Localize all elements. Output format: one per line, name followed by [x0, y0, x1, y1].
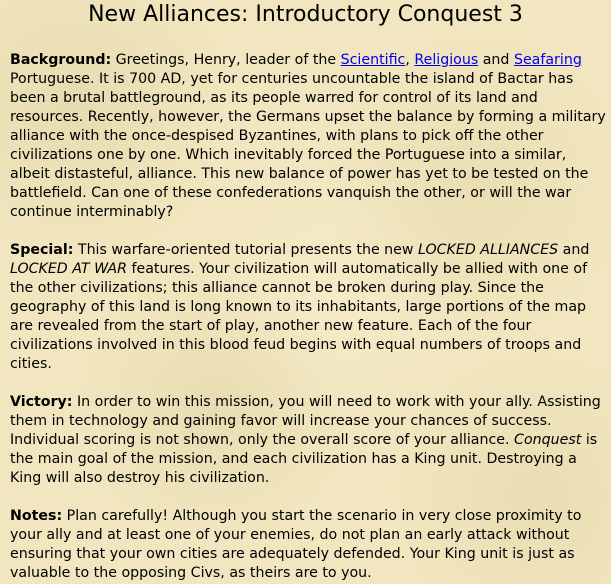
locked-at-war-term: LOCKED AT WAR [10, 261, 127, 277]
special-text-2: and [558, 242, 590, 258]
background-text-1: Greetings, Henry, leader of the [111, 52, 341, 68]
special-text-3: features. Your civilization will automatically be allied with one of the other civilizations; this alliance cannot be broken during play. Since the geography of this land is long known to its inhabitants, large portions of the map are revealed from the start of play, another new feature. Each of the four civilizations involved in this blood feud begins with equal numbers of troops and cities. [10, 261, 588, 372]
locked-alliances-term: LOCKED ALLIANCES [418, 242, 559, 258]
notes-section [10, 507, 606, 583]
background-section [10, 51, 606, 222]
link-seafaring[interactable]: Seafaring [513, 52, 582, 68]
special-section [10, 241, 606, 374]
background-label: Background: [10, 52, 112, 68]
notes-label: Notes: [10, 508, 63, 524]
notes-text-1: Plan carefully! Although you start the scenario in very close proximity to your ally and at least one of your enemies, do not plan an early attack without ensuring that your own cities are adequately defended. Your King unit is just as valuable to the opposing Civs, as theirs are to you. [10, 508, 582, 581]
scenario-title: New Alliances: Introductory Conquest 3 [88, 2, 523, 27]
background-text-4: Portuguese. It is 700 AD, yet for centuries uncountable the island of Bactar has been a brutal battleground, as its people warred for control of its land and resources. Recently, however, the Germans upset the balance by forming a military alliance with the once-despised Byzantines, with plans to pick off the other civilizations one by one. Which inevitably forced the Portuguese into a similar, albeit distasteful, alliance. This new balance of power has yet to be tested on the battlefield. Can one of these confederations vanquish the other, or will the war continue interminably? [10, 71, 606, 220]
background-text-2: , [405, 52, 415, 68]
background-text-3: and [478, 52, 514, 68]
victory-text-2: is the main goal of the mission, and each civilization has a King unit. Destroying a King will also destroy his civilization. [10, 432, 598, 486]
victory-section [10, 393, 606, 488]
link-religious[interactable]: Religious [414, 52, 479, 68]
victory-text-1: In order to win this mission, you will need to work with your ally. Assisting them in technology and gaining favor will increase your chances of success. Individual scoring is not shown, only the overall score of your alliance. [10, 394, 601, 448]
link-scientific[interactable]: Scientific [340, 52, 406, 68]
conquest-term: Conquest [514, 432, 582, 448]
special-text-1: This warfare-oriented tutorial presents the new [73, 242, 419, 258]
special-label: Special: [10, 242, 74, 258]
victory-label: Victory: [10, 394, 73, 410]
